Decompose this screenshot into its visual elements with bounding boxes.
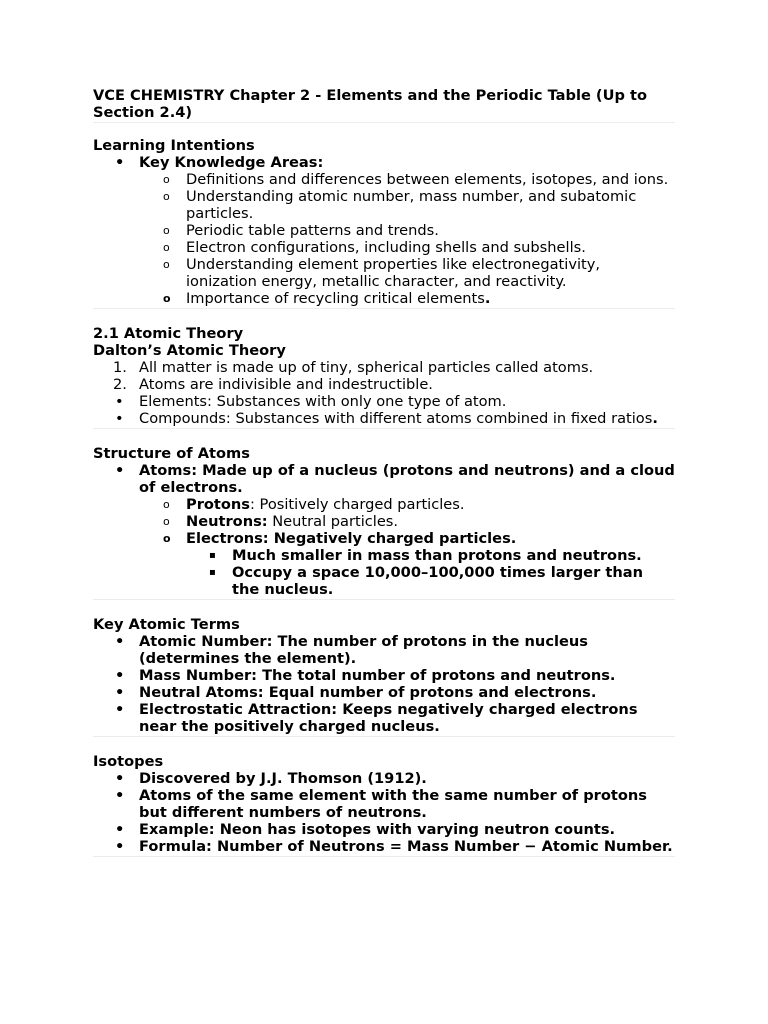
square-marker: ▪ <box>209 567 216 578</box>
bullet-marker: • <box>115 684 125 701</box>
number-marker: 1. <box>113 359 127 376</box>
list-item <box>93 564 675 598</box>
item-text: Electrons: Negatively charged particles. <box>186 530 517 547</box>
circle-marker: o <box>163 258 170 271</box>
list-item <box>93 222 675 239</box>
list-item <box>93 513 675 530</box>
key-terms-heading: Key Atomic Terms <box>93 616 240 633</box>
item-text: Importance of recycling critical elements <box>186 290 485 307</box>
bullet-marker: • <box>115 838 125 855</box>
bullet-marker: • <box>115 154 125 171</box>
circle-marker: o <box>163 190 170 203</box>
period: . <box>484 290 491 307</box>
item-text: Periodic table patterns and trends. <box>186 222 439 239</box>
item-text: All matter is made up of tiny, spherical particles called atoms. <box>139 359 594 376</box>
list-item <box>93 684 675 701</box>
numbered-item <box>93 359 675 376</box>
list-item <box>93 770 675 787</box>
list-item <box>93 633 675 667</box>
bullet-marker: • <box>115 770 125 787</box>
list-item <box>93 547 675 564</box>
item-text: Neutral particles. <box>267 513 399 530</box>
list-item <box>93 256 675 290</box>
list-item <box>93 393 675 410</box>
list-item <box>93 239 675 256</box>
period: . <box>652 410 658 427</box>
circle-marker: o <box>163 241 170 254</box>
list-item <box>93 667 675 684</box>
circle-marker: o <box>163 173 170 186</box>
item-text: Discovered by J.J. Thomson (1912). <box>139 770 427 787</box>
item-text: Electron configurations, including shells and subshells. <box>186 239 586 256</box>
isotopes-heading: Isotopes <box>93 753 164 770</box>
isotopes-list <box>93 770 675 855</box>
list-item <box>93 787 675 821</box>
list-item <box>93 462 675 496</box>
atomic-theory-heading: 2.1 Atomic Theory <box>93 325 244 342</box>
protons-label: Protons <box>186 496 250 513</box>
bullet-marker: • <box>115 787 125 804</box>
item-text: Electrostatic Attraction: Keeps negatively charged electrons near the positively charged nucleus. <box>139 701 638 735</box>
key-knowledge-label: Key Knowledge Areas: <box>139 154 324 171</box>
neutrons-label: Neutrons: <box>186 513 268 530</box>
circle-marker: o <box>163 515 170 528</box>
numbered-item <box>93 376 675 393</box>
circle-marker: o <box>163 292 171 305</box>
key-terms-list <box>93 633 675 735</box>
item-text: Definitions and differences between elements, isotopes, and ions. <box>186 171 669 188</box>
document-title: VCE CHEMISTRY Chapter 2 - Elements and the Periodic Table (Up to Section 2.4) <box>93 87 647 121</box>
learning-list <box>93 154 675 307</box>
list-item <box>93 530 675 547</box>
document-page <box>93 87 675 857</box>
list-item <box>93 154 675 171</box>
item-text: Formula: Number of Neutrons = Mass Number − Atomic Number. <box>139 838 673 855</box>
number-marker: 2. <box>113 376 127 393</box>
item-text: Example: Neon has isotopes with varying neutron counts. <box>139 821 616 838</box>
list-item <box>93 496 675 513</box>
circle-marker: o <box>163 224 170 237</box>
item-text: Occupy a space 10,000–100,000 times larger than the nucleus. <box>232 564 643 598</box>
item-text: Understanding element properties like electronegativity, ionization energy, metallic character, and reactivity. <box>186 256 601 290</box>
structure-heading: Structure of Atoms <box>93 445 250 462</box>
list-item <box>93 410 675 427</box>
bullet-marker: • <box>115 393 124 410</box>
list-item <box>93 838 675 855</box>
item-text: Elements: Substances with only one type of atom. <box>139 393 507 410</box>
square-marker: ▪ <box>209 550 216 561</box>
bullet-marker: • <box>115 633 125 650</box>
item-text: Understanding atomic number, mass number, and subatomic particles. <box>186 188 637 222</box>
item-text: Atoms of the same element with the same number of protons but different numbers of neutrons. <box>139 787 647 821</box>
list-item <box>93 701 675 735</box>
list-item <box>93 171 675 188</box>
item-text: Atomic Number: The number of protons in the nucleus (determines the element). <box>139 633 588 667</box>
item-text: Neutral Atoms: Equal number of protons and electrons. <box>139 684 597 701</box>
divider <box>93 856 675 857</box>
item-text: Atoms: Made up of a nucleus (protons and neutrons) and a cloud of electrons. <box>139 462 675 496</box>
item-text: Mass Number: The total number of protons and neutrons. <box>139 667 616 684</box>
bullet-marker: • <box>115 410 124 427</box>
list-item <box>93 821 675 838</box>
circle-marker: o <box>163 532 171 545</box>
bullet-marker: • <box>115 667 125 684</box>
item-text: Much smaller in mass than protons and neutrons. <box>232 547 642 564</box>
bullet-marker: • <box>115 462 125 479</box>
list-item <box>93 290 675 307</box>
circle-marker: o <box>163 498 170 511</box>
bullet-marker: • <box>115 701 125 718</box>
item-text: Compounds: Substances with different atoms combined in fixed ratios <box>139 410 653 427</box>
list-item <box>93 188 675 222</box>
item-text: : Positively charged particles. <box>250 496 465 513</box>
structure-list <box>93 462 675 598</box>
dalton-heading: Dalton’s Atomic Theory <box>93 342 286 359</box>
learning-intentions-heading: Learning Intentions <box>93 137 255 154</box>
item-text: Atoms are indivisible and indestructible. <box>139 376 433 393</box>
bullet-marker: • <box>115 821 125 838</box>
dalton-list <box>93 359 675 427</box>
